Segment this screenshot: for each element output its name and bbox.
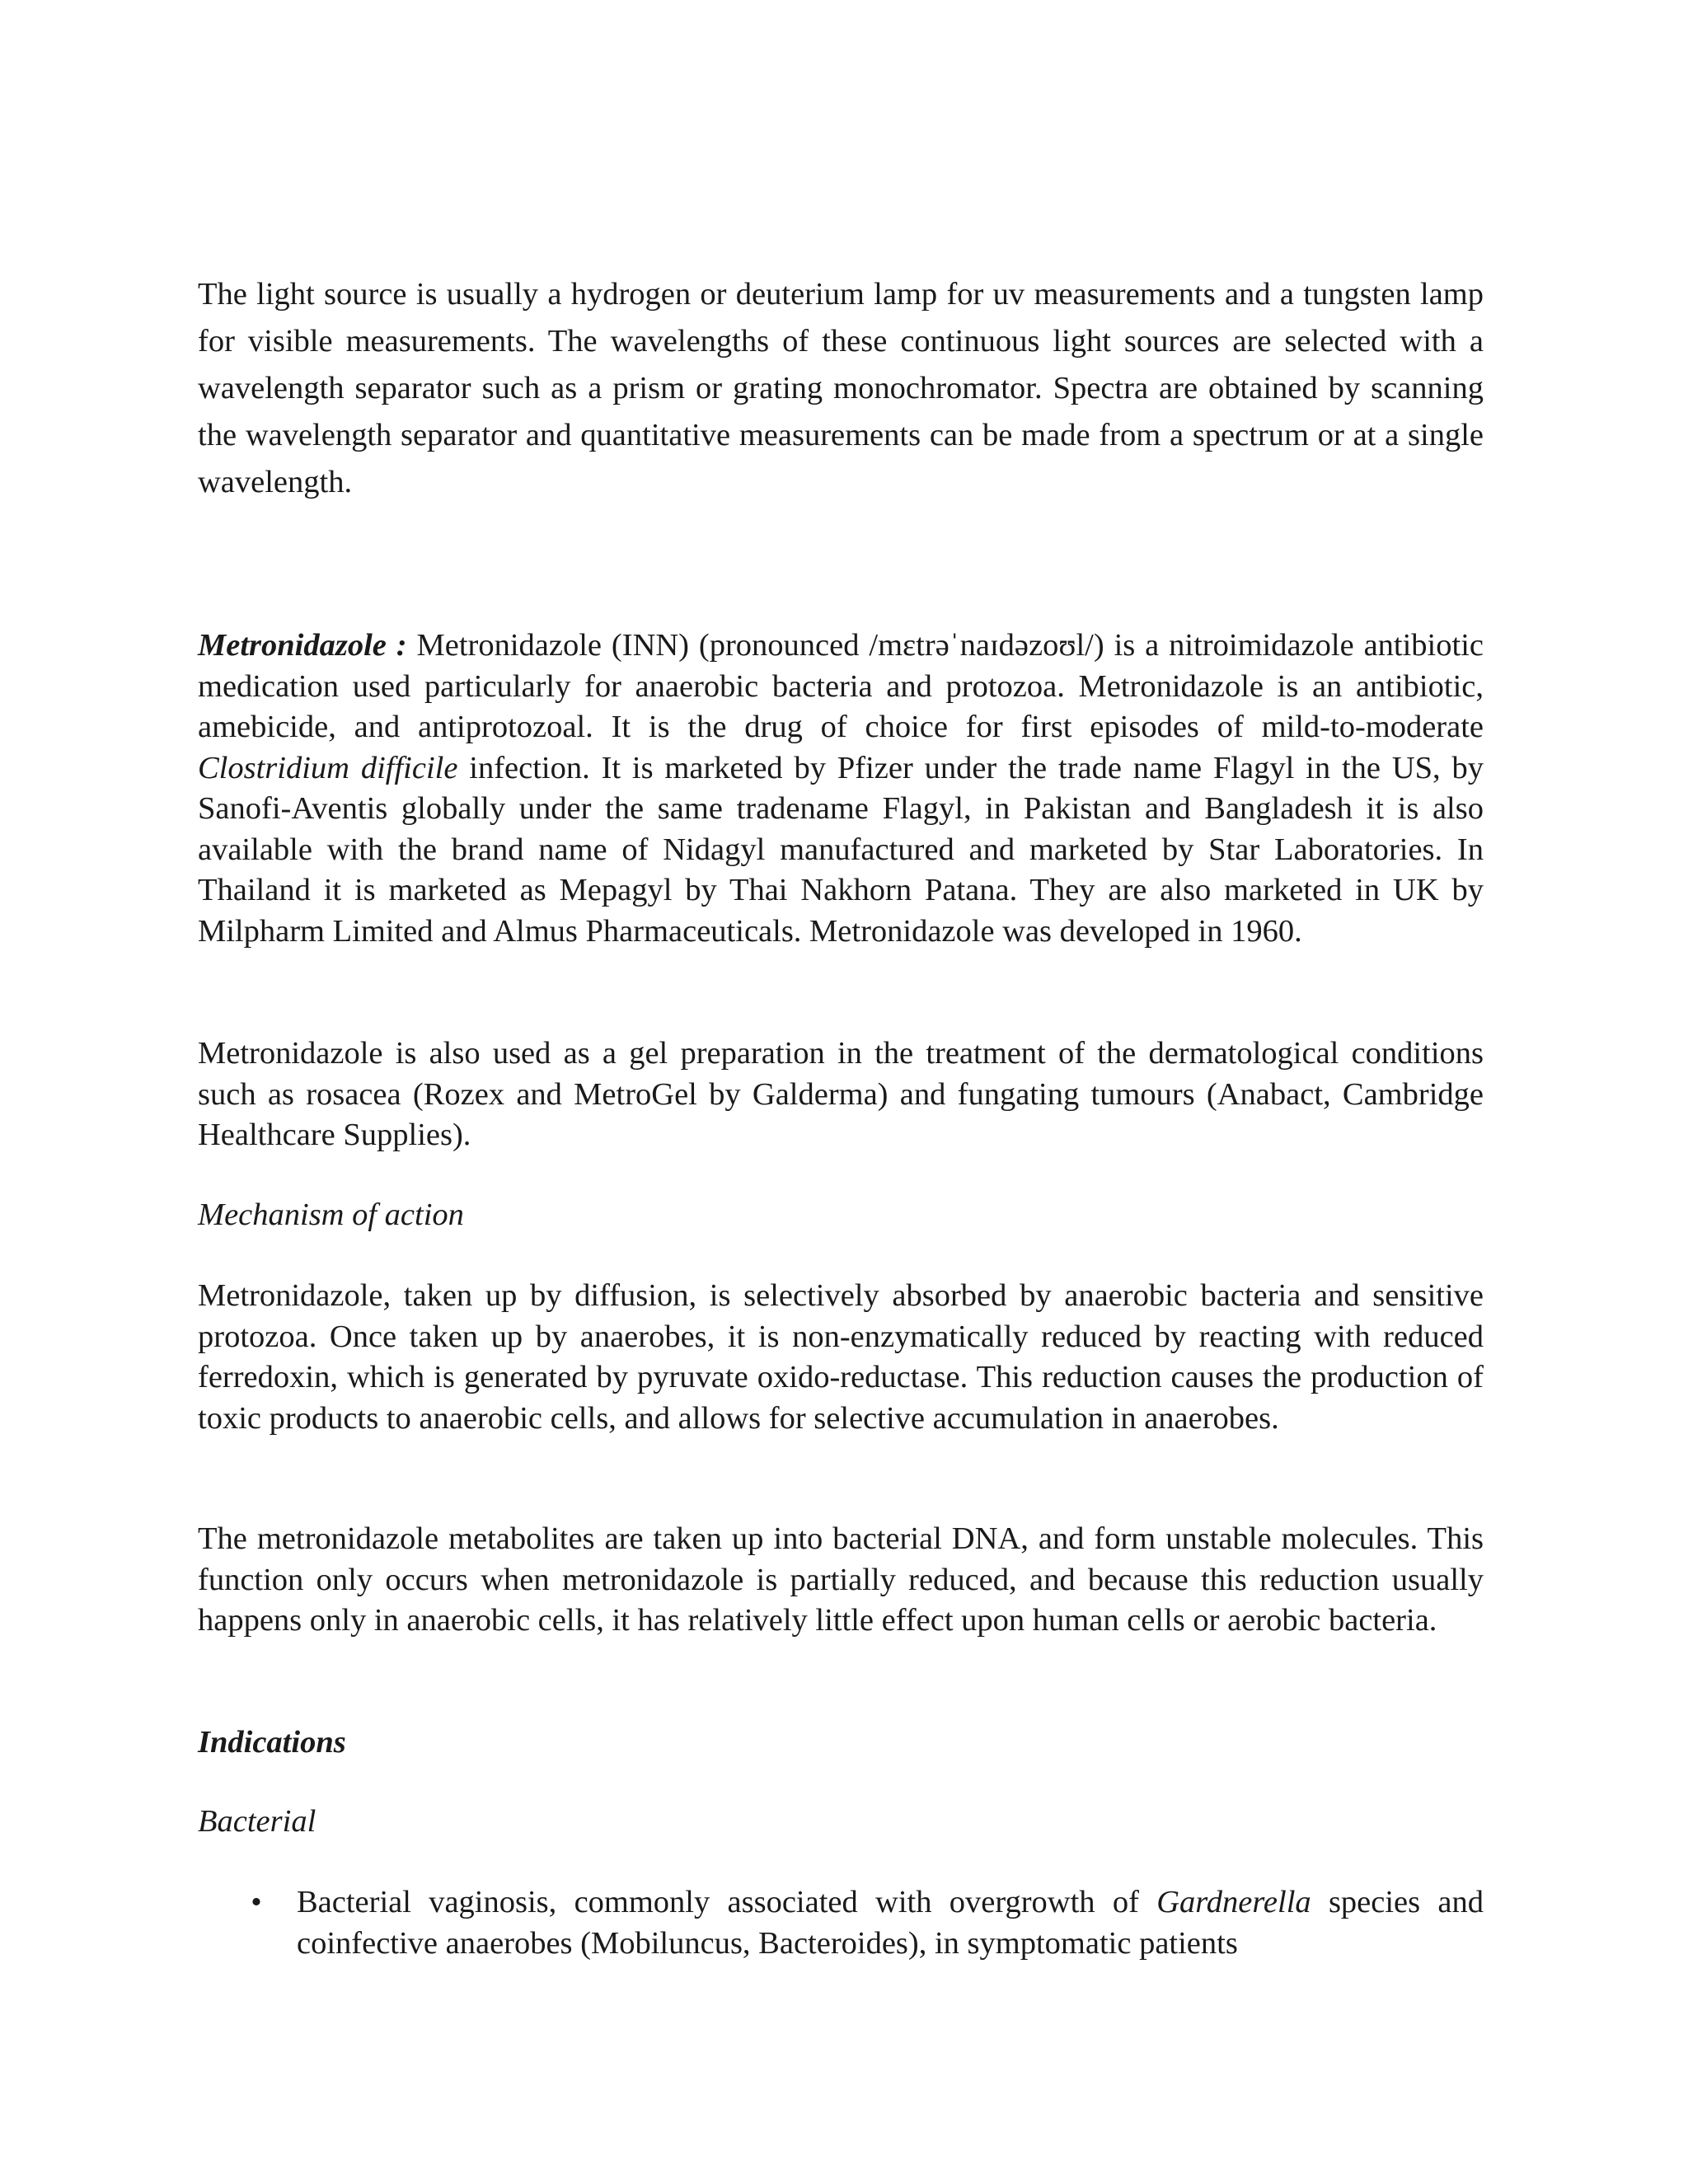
list-item — [198, 1882, 1484, 1964]
intro-paragraph-block — [198, 271, 1484, 506]
bacterial-heading: Bacterial — [198, 1804, 316, 1839]
bacterial-indications-list — [198, 1882, 1484, 1964]
metronidazole-block — [198, 626, 1484, 952]
mechanism-paragraph: Metronidazole, taken up by diffusion, is selectively absorbed by anaerobic bacteria and sensitive protozoa. Once taken up by anaerobes, it is non-enzymatically reduced by reacting with reduced ferredoxin, which is generated by pyruvate oxido-reductase. This reduction causes the production of toxic products to anaerobic cells, and allows for selective accumulation in anaerobes. — [198, 1278, 1484, 1436]
bullet-icon: • — [251, 1885, 262, 1919]
metabolites-paragraph: The metronidazole metabolites are taken up into bacterial DNA, and form unstable molecules. This function only occurs when metronidazole is partially reduced, and because this reduction usually happens only in anaerobic cells, it has relatively little effect upon human cells or aerobic bacteria. — [198, 1521, 1484, 1638]
gel-block — [198, 1033, 1484, 1156]
clostridium-term: Clostridium difficile — [198, 750, 458, 785]
gel-preparation-paragraph: Metronidazole is also used as a gel preparation in the treatment of the dermatological conditions such as rosacea (Rozex and MetroGel by Galderma) and fungating tumours (Anabact, Cambridge Healthcare Supplies). — [198, 1036, 1484, 1152]
indications-heading: Indications — [198, 1725, 346, 1760]
light-source-paragraph: The light source is usually a hydrogen or deuterium lamp for uv measurements and a tungsten lamp for visible measurements. The wavelengths of these continuous light sources are selected with a wavelength separator such as a prism or grating monochromator. Spectra are obtained by scanning the wavelength separator and quantitative measurements can be made from a spectrum or at a single wavelength. — [198, 277, 1484, 499]
bullet-text-b: species and coinfective anaerobes (Mobiluncus, Bacteroides), in symptomatic patients — [297, 1885, 1484, 1961]
gardnerella-term: Gardnerella — [1156, 1885, 1311, 1919]
mechanism-heading-block — [198, 1195, 1484, 1236]
bullet-text-a: Bacterial vaginosis, commonly associated with overgrowth of — [297, 1885, 1157, 1919]
bacterial-heading-block — [198, 1802, 1484, 1843]
indications-heading-block — [198, 1722, 1484, 1764]
metabolites-block — [198, 1519, 1484, 1642]
metronidazole-text-a: Metronidazole (INN) (pronounced /mɛtrəˈnaɪdəzoʊl/) is a nitroimidazole antibiotic medication used particularly for anaerobic bacteria and protozoa. Metronidazole is an antibiotic, amebicide, and antiprotozoal. It is the drug of choice for first episodes of mild-to-moderate — [198, 628, 1484, 744]
mechanism-heading: Mechanism of action — [198, 1197, 464, 1232]
metronidazole-text-b: infection. It is marketed by Pfizer under the trade name Flagyl in the US, by Sanofi-Aventis globally under the same tradename Flagyl, in Pakistan and Bangladesh it is also available with the brand name of Nidagyl manufactured and marketed by Star Laboratories. In Thailand it is marketed as Mepagyl by Thai Nakhorn Patana. They are also marketed in UK by Milpharm Limited and Almus Pharmaceuticals. Metronidazole was developed in 1960. — [198, 750, 1484, 949]
metronidazole-lead-term: Metronidazole : — [198, 628, 407, 663]
mechanism-block — [198, 1276, 1484, 1439]
metronidazole-paragraph — [198, 626, 1484, 952]
